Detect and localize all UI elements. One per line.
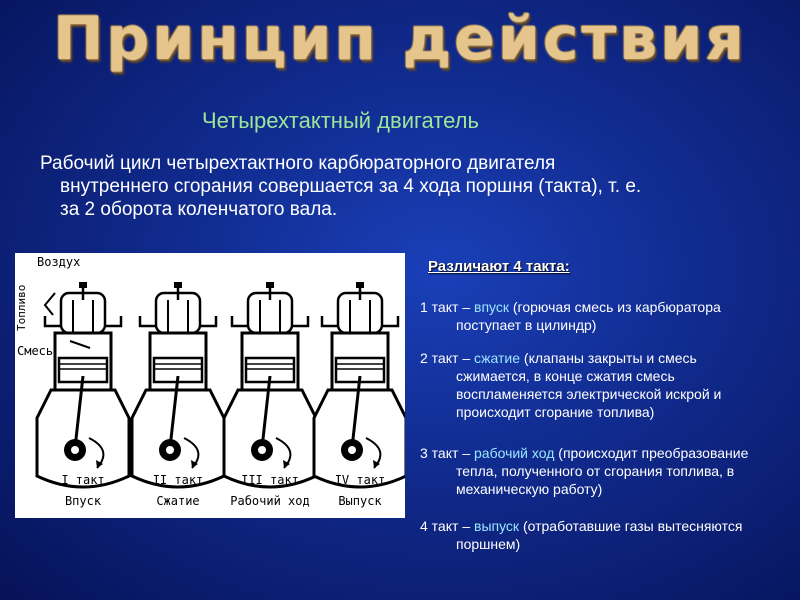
stroke-desc-line: (горючая смесь из карбюратора [512,299,721,315]
stroke-desc-line: (отработавшие газы вытесняются [522,518,743,534]
strokes-heading: Различают 4 такта: [428,258,570,275]
stroke-item-3: 3 такт – рабочий ход (происходит преобразование тепла, полученного от сгорания топлива, в механическую работу) [420,444,792,498]
stroke-3-name-label: Рабочий ход [230,494,310,508]
intake-arrow [45,293,55,315]
stroke-desc-line: механическую работу) [456,481,603,497]
stroke-number: 1 такт [420,299,459,315]
stroke-number: 4 такт [420,518,459,534]
stroke-desc-line: сжимается, в конце сжатия смесь [456,368,675,384]
stroke-3-number-label: III такт [241,473,299,487]
stroke-1-name-label: Впуск [64,494,102,508]
intro-line: Рабочий цикл четырехтактного карбюраторного двигателя [40,153,556,174]
label-mixture: Смесь [17,344,54,358]
engine-strokes-diagram [15,253,405,518]
cylinder-2-drawing [132,282,224,487]
intro-line: за 2 оборота коленчатого вала. [60,199,338,220]
stroke-number: 3 такт [420,445,459,461]
stroke-desc-line: происходит сгорание топлива) [456,404,655,420]
cylinder-3-drawing [224,282,316,487]
cylinder-4-drawing [314,282,405,487]
stroke-item-2: 2 такт – сжатие (клапаны закрыты и смесь сжимается, в конце сжатия смесь воспламеняется электрической искрой и происходит сгорание топлива) [420,349,792,421]
stroke-item-1: 1 такт – впуск (горючая смесь из карбюратора поступает в цилиндр) [420,298,792,334]
stroke-2-name-label: Сжатие [156,494,200,508]
stroke-4-number-label: IV такт [334,473,386,487]
stroke-desc-line: воспламеняется электрической искрой и [456,386,722,402]
stroke-number: 2 такт [420,350,459,366]
stroke-1-number-label: I такт [61,473,105,487]
intro-paragraph [40,152,780,221]
engine-diagram-svg [15,253,405,518]
stroke-name: рабочий ход [474,445,555,461]
intro-line: внутреннего сгорания совершается за 4 хода поршня (такта), т. е. [60,176,642,197]
label-air: Воздух [37,255,81,269]
stroke-desc-line: поступает в цилиндр) [456,317,597,333]
slide-subtitle: Четырехтактный двигатель [202,108,479,133]
stroke-name: выпуск [474,518,520,534]
stroke-desc-line: (клапаны закрыты и смесь [523,350,697,366]
stroke-desc-line: (происходит преобразование [558,445,749,461]
stroke-name: сжатие [474,350,521,366]
stroke-item-4: 4 такт – выпуск (отработавшие газы вытесняются поршнем) [420,517,792,553]
slide-title: Принцип действия [53,4,747,74]
stroke-2-number-label: II такт [152,473,204,487]
stroke-name: впуск [474,299,509,315]
label-fuel: Топливо [15,284,28,331]
stroke-4-name-label: Выпуск [338,494,382,508]
stroke-desc-line: поршнем) [456,536,521,552]
stroke-desc-line: тепла, полученного от сгорания топлива, в [456,463,735,479]
